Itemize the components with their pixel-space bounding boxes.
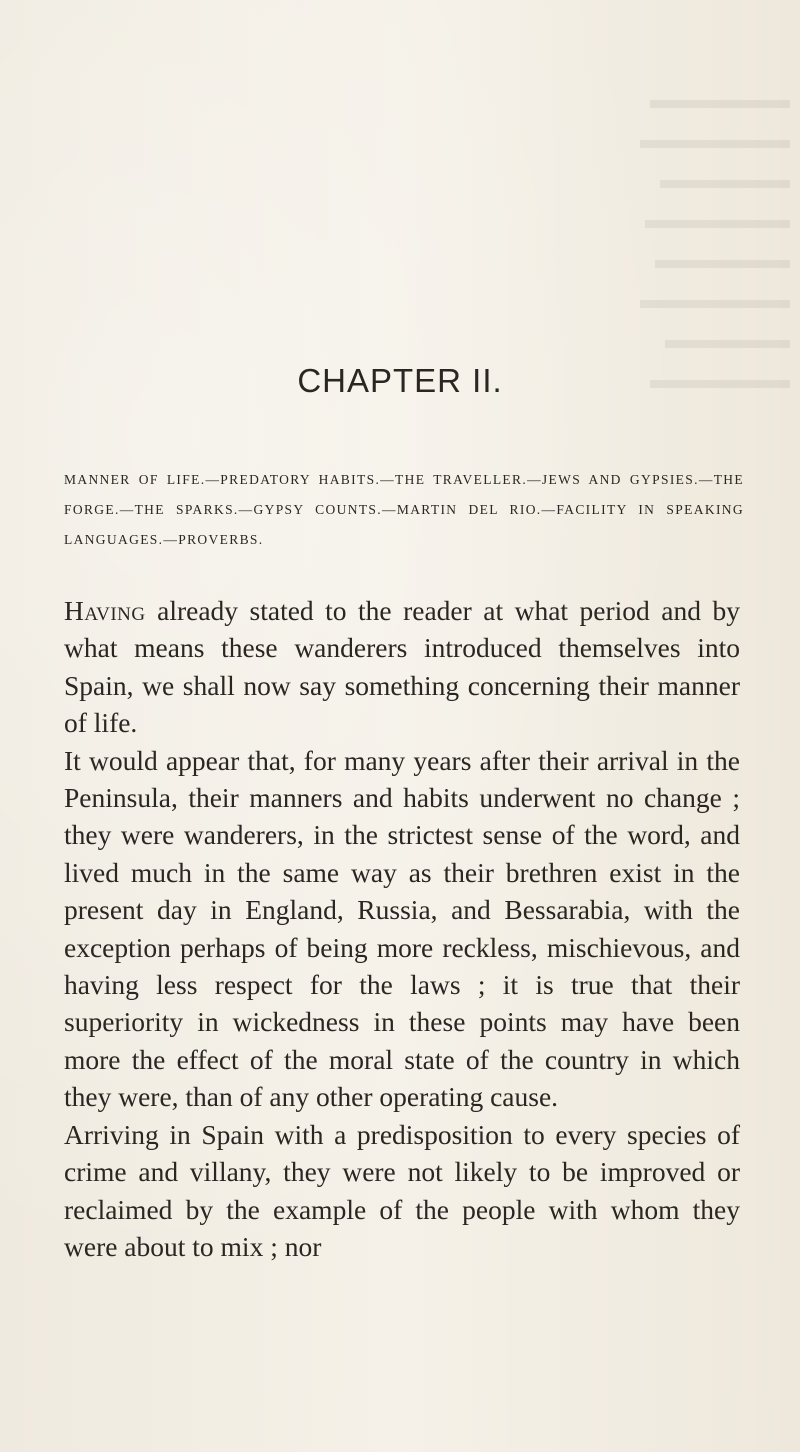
chapter-synopsis: MANNER OF LIFE.—PREDATORY HABITS.—THE TRAVELLER.—JEWS AND GYPSIES.—THE FORGE.—THE SPARKS.—GYPSY COUNTS.—MARTIN DEL RIO.—FACILITY IN SPEAKING LANGUAGES.—PROVERBS. bbox=[64, 472, 744, 547]
chapter-body bbox=[64, 592, 740, 1265]
paragraph-1 bbox=[64, 592, 740, 742]
paragraph-1-text: already stated to the reader at what period and by what means these wanderers introduced themselves into Spain, we shall now say something concerning their manner of life. bbox=[64, 595, 740, 739]
paragraph-2: It would appear that, for many years after their arrival in the Peninsula, their manners and habits underwent no change ; they were wanderers, in the strictest sense of the word, and lived much in the same way as their brethren exist in the present day in England, Russia, and Bessarabia, with the exception perhaps of being more reckless, mischievous, and having less respect for the laws ; it is true that their superiority in wickedness in these points may have been more the effect of the moral state of the country in which they were, than of any other operating cause. bbox=[64, 744, 740, 1113]
chapter-title: CHAPTER II. bbox=[297, 362, 503, 399]
paragraph-3: Arriving in Spain with a predisposition to every species of crime and villany, they were not likely to be improved or reclaimed by the example of the people with whom they were about to mix ; nor bbox=[64, 1118, 740, 1262]
paragraph-1-lead-word: Having bbox=[64, 595, 146, 626]
